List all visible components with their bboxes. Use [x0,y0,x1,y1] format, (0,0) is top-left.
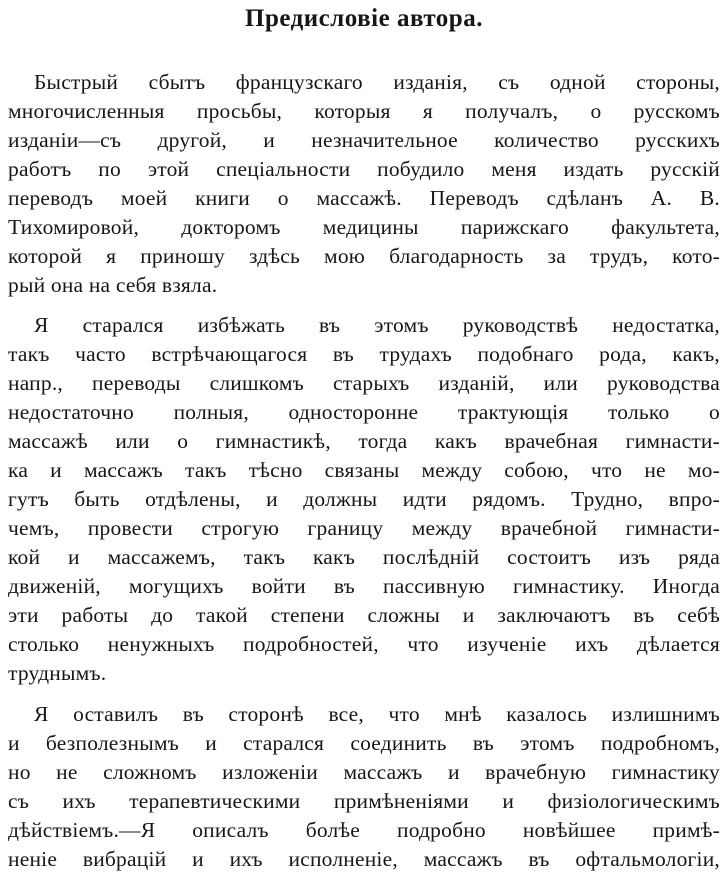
text-line: эти работы до такой степени сложны и заключаютъ въ себѣ [8,603,720,627]
text-line: но не сложномъ изложеніи массажъ и врачебную гимнастику [8,760,720,784]
text-line: Тихомировой, докторомъ медицины парижскаго факультета, [8,215,720,239]
text-line: неніе вибрацій и ихъ исполненіе, массажъ въ офтальмологіи, [8,847,720,871]
text-line: которой я приношу здѣсь мою благодарность за трудъ, кото- [8,244,720,268]
text-line: работъ по этой спеціальности побудило меня издать русскій [8,157,720,181]
text-line: Я оставилъ въ сторонѣ все, что мнѣ казалось излишнимъ [34,702,720,726]
text-line: рый она на себя взяла. [8,273,218,297]
text-line: кой и массажемъ, такъ какъ послѣдній состоитъ изъ ряда [8,545,720,569]
text-line: дѣйствіемъ.—Я описалъ болѣе подробно новѣйшее примѣ- [8,818,720,842]
text-line: движеній, могущихъ войти въ пассивную гимнастику. Иногда [8,574,720,598]
text-line: чемъ, провести строгую границу между врачебной гимнасти- [8,516,720,540]
text-line: изданіи—съ другой, и незначительное количество русскихъ [8,128,720,152]
text-line: труднымъ. [8,661,107,685]
text-line: съ ихъ терапевтическими примѣненіями и физіологическимъ [8,789,720,813]
text-line: переводъ моей книги о массажѣ. Переводъ сдѣланъ А. В. [8,186,720,210]
text-line: недостаточно полныя, односторонне трактующія только о [8,400,720,424]
text-line: ка и массажъ такъ тѣсно связаны между собою, что не мо- [8,458,720,482]
text-line: столько ненужныхъ подробностей, что изученіе ихъ дѣлается [8,632,720,656]
text-line: Быстрый сбытъ французскаго изданія, съ одной стороны, [34,70,720,94]
text-line: и безполезнымъ и старался соединить въ этомъ подробномъ, [8,731,720,755]
text-line: гутъ быть отдѣлены, и должны идти рядомъ. Трудно, впро- [8,487,720,511]
text-line: Я старался избѣжать въ этомъ руководствѣ недостатка, [34,313,720,337]
page-title: Предисловіе автора. [245,5,483,32]
text-line: напр., переводы слишкомъ старыхъ изданій, или руководства [8,371,720,395]
text-line: такъ часто встрѣчающагося въ трудахъ подобнаго рода, какъ, [8,342,720,366]
text-line: многочисленныя просьбы, которыя я получалъ, о русскомъ [8,99,720,123]
text-line: массажѣ или о гимнастикѣ, тогда какъ врачебная гимнасти- [8,429,720,453]
